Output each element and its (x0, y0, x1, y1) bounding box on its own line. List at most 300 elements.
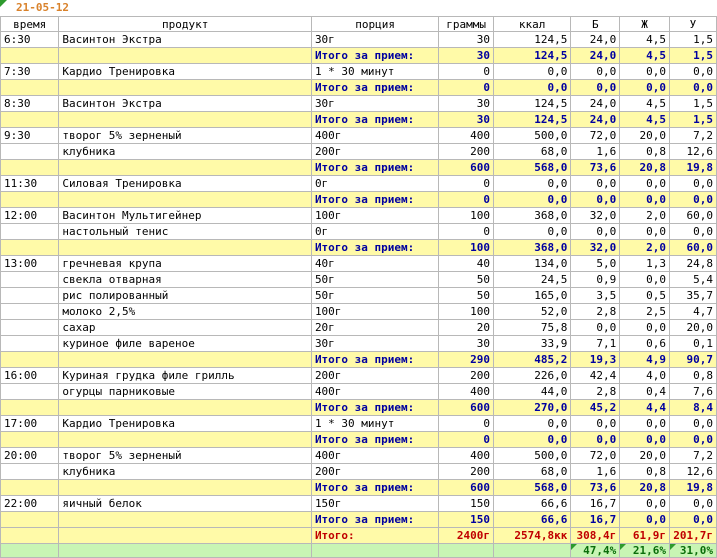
cell-fat[interactable]: 4,4 (620, 400, 670, 416)
cell-protein[interactable]: 0,0 (571, 192, 620, 208)
cell-carbs[interactable]: 0,0 (669, 176, 716, 192)
cell-carbs[interactable]: 0,0 (669, 80, 716, 96)
cell-grams[interactable]: 0 (439, 432, 494, 448)
cell-fat[interactable]: 0,8 (620, 144, 670, 160)
cell-empty[interactable] (1, 544, 59, 558)
cell-kcal[interactable]: 485,2 (493, 352, 570, 368)
cell-grams[interactable]: 100 (439, 304, 494, 320)
meal-total-row[interactable] (1, 400, 717, 416)
cell-product[interactable]: творог 5% зерненый (59, 448, 312, 464)
cell-portion[interactable]: 50г (311, 288, 438, 304)
cell-protein[interactable]: 73,6 (571, 160, 620, 176)
cell-fat[interactable]: 20,8 (620, 480, 670, 496)
col-header-grams[interactable]: граммы (439, 17, 494, 32)
cell-grams[interactable]: 150 (439, 496, 494, 512)
cell-protein[interactable]: 45,2 (571, 400, 620, 416)
cell-product[interactable]: сахар (59, 320, 312, 336)
cell-grams[interactable]: 30 (439, 96, 494, 112)
cell-time[interactable]: 20:00 (1, 448, 59, 464)
cell-portion[interactable]: 1 * 30 минут (311, 416, 438, 432)
cell-carbs[interactable]: 0,1 (669, 336, 716, 352)
cell-empty[interactable] (1, 432, 59, 448)
cell-grams[interactable]: 40 (439, 256, 494, 272)
cell-protein[interactable]: 16,7 (571, 496, 620, 512)
cell-product[interactable]: куриное филе вареное (59, 336, 312, 352)
cell-portion[interactable]: 40г (311, 256, 438, 272)
cell-fat[interactable]: 0,4 (620, 384, 670, 400)
cell-time[interactable] (1, 464, 59, 480)
cell-carbs[interactable]: 60,0 (669, 240, 716, 256)
cell-kcal[interactable]: 124,5 (493, 96, 570, 112)
cell-empty[interactable] (1, 528, 59, 544)
table-row[interactable] (1, 416, 717, 432)
cell-carbs[interactable]: 19,8 (669, 480, 716, 496)
cell-time[interactable] (1, 304, 59, 320)
cell-kcal[interactable]: 75,8 (493, 320, 570, 336)
cell-carbs[interactable]: 4,7 (669, 304, 716, 320)
cell-fat[interactable]: 0,0 (620, 272, 670, 288)
cell-kcal[interactable]: 68,0 (493, 144, 570, 160)
meal-total-row[interactable] (1, 160, 717, 176)
percent-row[interactable] (1, 544, 717, 558)
cell-protein[interactable]: 0,0 (571, 416, 620, 432)
cell-fat[interactable]: 20,0 (620, 448, 670, 464)
meal-total-label[interactable]: Итого за прием: (311, 432, 438, 448)
cell-carbs[interactable]: 5,4 (669, 272, 716, 288)
cell-carbs[interactable]: 1,5 (669, 48, 716, 64)
grand-total-protein[interactable]: 308,4г (571, 528, 620, 544)
cell-fat[interactable]: 2,0 (620, 240, 670, 256)
cell-grams[interactable]: 200 (439, 464, 494, 480)
cell-kcal[interactable]: 124,5 (493, 48, 570, 64)
col-header-product[interactable]: продукт (59, 17, 312, 32)
cell-kcal[interactable]: 0,0 (493, 432, 570, 448)
cell-portion[interactable]: 200г (311, 464, 438, 480)
cell-carbs[interactable]: 7,6 (669, 384, 716, 400)
table-row[interactable] (1, 304, 717, 320)
cell-protein[interactable]: 1,6 (571, 144, 620, 160)
meal-total-row[interactable] (1, 480, 717, 496)
cell-grams[interactable]: 600 (439, 160, 494, 176)
cell-grams[interactable]: 20 (439, 320, 494, 336)
cell-empty[interactable] (59, 544, 312, 558)
cell-empty[interactable] (59, 240, 312, 256)
cell-carbs[interactable]: 35,7 (669, 288, 716, 304)
cell-empty[interactable] (59, 80, 312, 96)
cell-empty[interactable] (1, 240, 59, 256)
cell-carbs[interactable]: 0,0 (669, 416, 716, 432)
percent-protein[interactable] (571, 544, 620, 558)
cell-carbs[interactable]: 7,2 (669, 448, 716, 464)
cell-empty[interactable] (59, 112, 312, 128)
cell-carbs[interactable]: 19,8 (669, 160, 716, 176)
table-row[interactable] (1, 176, 717, 192)
cell-grams[interactable]: 50 (439, 272, 494, 288)
cell-protein[interactable]: 24,0 (571, 32, 620, 48)
cell-carbs[interactable]: 20,0 (669, 320, 716, 336)
cell-carbs[interactable]: 0,0 (669, 192, 716, 208)
table-row[interactable] (1, 224, 717, 240)
cell-kcal[interactable]: 500,0 (493, 448, 570, 464)
cell-time[interactable]: 7:30 (1, 64, 59, 80)
cell-fat[interactable]: 4,9 (620, 352, 670, 368)
cell-portion[interactable]: 200г (311, 144, 438, 160)
cell-empty[interactable] (1, 192, 59, 208)
cell-kcal[interactable]: 0,0 (493, 416, 570, 432)
table-row[interactable] (1, 448, 717, 464)
cell-portion[interactable]: 20г (311, 320, 438, 336)
cell-portion[interactable]: 30г (311, 96, 438, 112)
cell-carbs[interactable]: 1,5 (669, 112, 716, 128)
grand-total-grams[interactable]: 2400г (439, 528, 494, 544)
meal-total-label[interactable]: Итого за прием: (311, 112, 438, 128)
col-header-kcal[interactable]: ккал (493, 17, 570, 32)
grand-total-label[interactable]: Итого: (311, 528, 438, 544)
cell-fat[interactable]: 4,5 (620, 48, 670, 64)
cell-empty[interactable] (59, 512, 312, 528)
cell-grams[interactable]: 0 (439, 192, 494, 208)
cell-time[interactable] (1, 288, 59, 304)
cell-grams[interactable]: 150 (439, 512, 494, 528)
cell-time[interactable] (1, 336, 59, 352)
table-row[interactable] (1, 64, 717, 80)
meal-total-row[interactable] (1, 512, 717, 528)
meal-total-label[interactable]: Итого за прием: (311, 80, 438, 96)
cell-product[interactable]: молоко 2,5% (59, 304, 312, 320)
cell-kcal[interactable]: 368,0 (493, 240, 570, 256)
cell-grams[interactable]: 100 (439, 240, 494, 256)
cell-portion[interactable]: 1 * 30 минут (311, 64, 438, 80)
cell-protein[interactable]: 19,3 (571, 352, 620, 368)
cell-time[interactable]: 22:00 (1, 496, 59, 512)
grand-total-carbs[interactable]: 201,7г (669, 528, 716, 544)
cell-fat[interactable]: 0,0 (620, 320, 670, 336)
cell-protein[interactable]: 32,0 (571, 240, 620, 256)
cell-grams[interactable]: 200 (439, 368, 494, 384)
cell-product[interactable]: Силовая Тренировка (59, 176, 312, 192)
cell-time[interactable] (1, 224, 59, 240)
cell-time[interactable]: 6:30 (1, 32, 59, 48)
col-header-portion[interactable]: порция (311, 17, 438, 32)
cell-fat[interactable]: 0,0 (620, 64, 670, 80)
cell-portion[interactable]: 150г (311, 496, 438, 512)
table-row[interactable] (1, 336, 717, 352)
cell-kcal[interactable]: 0,0 (493, 224, 570, 240)
grand-total-fat[interactable]: 61,9г (620, 528, 670, 544)
cell-grams[interactable]: 290 (439, 352, 494, 368)
grand-total-kcal[interactable]: 2574,8кк (493, 528, 570, 544)
cell-fat[interactable]: 0,8 (620, 464, 670, 480)
cell-product[interactable]: Куриная грудка филе грилль (59, 368, 312, 384)
cell-empty[interactable] (59, 528, 312, 544)
cell-empty[interactable] (311, 544, 438, 558)
cell-empty[interactable] (59, 160, 312, 176)
cell-fat[interactable]: 0,0 (620, 432, 670, 448)
cell-grams[interactable]: 600 (439, 480, 494, 496)
cell-portion[interactable]: 50г (311, 272, 438, 288)
cell-kcal[interactable]: 226,0 (493, 368, 570, 384)
table-row[interactable] (1, 144, 717, 160)
cell-fat[interactable]: 4,0 (620, 368, 670, 384)
meal-total-row[interactable] (1, 192, 717, 208)
table-row[interactable] (1, 384, 717, 400)
cell-product[interactable]: клубника (59, 464, 312, 480)
cell-grams[interactable]: 400 (439, 384, 494, 400)
cell-kcal[interactable]: 33,9 (493, 336, 570, 352)
cell-portion[interactable]: 0г (311, 176, 438, 192)
cell-product[interactable]: свекла отварная (59, 272, 312, 288)
cell-empty[interactable] (1, 352, 59, 368)
col-header-carbs[interactable]: У (669, 17, 716, 32)
cell-grams[interactable]: 30 (439, 336, 494, 352)
cell-fat[interactable]: 20,0 (620, 128, 670, 144)
cell-carbs[interactable]: 0,0 (669, 512, 716, 528)
cell-carbs[interactable]: 0,0 (669, 64, 716, 80)
meal-total-label[interactable]: Итого за прием: (311, 512, 438, 528)
cell-kcal[interactable]: 270,0 (493, 400, 570, 416)
cell-fat[interactable]: 2,0 (620, 208, 670, 224)
cell-protein[interactable]: 0,0 (571, 176, 620, 192)
cell-carbs[interactable]: 0,0 (669, 496, 716, 512)
meal-total-row[interactable] (1, 240, 717, 256)
table-row[interactable] (1, 496, 717, 512)
cell-product[interactable]: Кардио Тренировка (59, 64, 312, 80)
cell-carbs[interactable]: 24,8 (669, 256, 716, 272)
cell-grams[interactable]: 0 (439, 416, 494, 432)
cell-protein[interactable]: 24,0 (571, 48, 620, 64)
meal-total-label[interactable]: Итого за прием: (311, 352, 438, 368)
cell-kcal[interactable]: 0,0 (493, 192, 570, 208)
cell-fat[interactable]: 4,5 (620, 112, 670, 128)
cell-protein[interactable]: 24,0 (571, 96, 620, 112)
cell-fat[interactable]: 0,0 (620, 192, 670, 208)
grand-total-row[interactable] (1, 528, 717, 544)
cell-empty[interactable] (59, 192, 312, 208)
cell-time[interactable] (1, 272, 59, 288)
cell-grams[interactable]: 400 (439, 128, 494, 144)
table-row[interactable] (1, 368, 717, 384)
cell-protein[interactable]: 0,0 (571, 80, 620, 96)
cell-empty[interactable] (1, 400, 59, 416)
cell-carbs[interactable]: 0,8 (669, 368, 716, 384)
cell-grams[interactable]: 100 (439, 208, 494, 224)
cell-kcal[interactable]: 568,0 (493, 160, 570, 176)
cell-time[interactable] (1, 144, 59, 160)
cell-kcal[interactable]: 568,0 (493, 480, 570, 496)
cell-kcal[interactable]: 124,5 (493, 112, 570, 128)
cell-portion[interactable]: 0г (311, 224, 438, 240)
meal-total-label[interactable]: Итого за прием: (311, 240, 438, 256)
cell-kcal[interactable]: 134,0 (493, 256, 570, 272)
cell-protein[interactable]: 3,5 (571, 288, 620, 304)
cell-empty[interactable] (1, 480, 59, 496)
cell-product[interactable]: рис полированный (59, 288, 312, 304)
cell-grams[interactable]: 0 (439, 176, 494, 192)
cell-kcal[interactable]: 0,0 (493, 176, 570, 192)
cell-kcal[interactable]: 124,5 (493, 32, 570, 48)
cell-protein[interactable]: 0,0 (571, 64, 620, 80)
cell-empty[interactable] (59, 352, 312, 368)
cell-empty[interactable] (59, 432, 312, 448)
meal-total-label[interactable]: Итого за прием: (311, 48, 438, 64)
meal-total-label[interactable]: Итого за прием: (311, 160, 438, 176)
cell-product[interactable]: Васинтон Экстра (59, 32, 312, 48)
cell-product[interactable]: Васинтон Мультигейнер (59, 208, 312, 224)
cell-grams[interactable]: 30 (439, 32, 494, 48)
col-header-protein[interactable]: Б (571, 17, 620, 32)
meal-total-row[interactable] (1, 80, 717, 96)
cell-carbs[interactable]: 90,7 (669, 352, 716, 368)
cell-kcal[interactable]: 66,6 (493, 512, 570, 528)
cell-kcal[interactable]: 66,6 (493, 496, 570, 512)
cell-product[interactable]: яичный белок (59, 496, 312, 512)
cell-protein[interactable]: 2,8 (571, 384, 620, 400)
cell-empty[interactable] (59, 400, 312, 416)
cell-kcal[interactable]: 24,5 (493, 272, 570, 288)
cell-empty[interactable] (1, 80, 59, 96)
cell-grams[interactable]: 0 (439, 64, 494, 80)
cell-time[interactable]: 11:30 (1, 176, 59, 192)
cell-protein[interactable]: 0,0 (571, 224, 620, 240)
col-header-time[interactable]: время (1, 17, 59, 32)
cell-protein[interactable]: 72,0 (571, 128, 620, 144)
cell-portion[interactable]: 400г (311, 448, 438, 464)
cell-carbs[interactable]: 1,5 (669, 32, 716, 48)
cell-grams[interactable]: 600 (439, 400, 494, 416)
cell-portion[interactable]: 100г (311, 208, 438, 224)
table-row[interactable] (1, 320, 717, 336)
cell-product[interactable]: огурцы парниковые (59, 384, 312, 400)
meal-total-row[interactable] (1, 48, 717, 64)
cell-empty[interactable] (1, 48, 59, 64)
cell-protein[interactable]: 73,6 (571, 480, 620, 496)
table-row[interactable] (1, 32, 717, 48)
cell-portion[interactable]: 30г (311, 336, 438, 352)
cell-product[interactable]: творог 5% зерненый (59, 128, 312, 144)
cell-empty[interactable] (1, 512, 59, 528)
cell-protein[interactable]: 0,0 (571, 432, 620, 448)
cell-product[interactable]: клубника (59, 144, 312, 160)
cell-empty[interactable] (1, 112, 59, 128)
cell-portion[interactable]: 200г (311, 368, 438, 384)
col-header-fat[interactable]: Ж (620, 17, 670, 32)
meal-total-row[interactable] (1, 352, 717, 368)
percent-carbs[interactable] (669, 544, 716, 558)
cell-fat[interactable]: 0,0 (620, 416, 670, 432)
cell-kcal[interactable]: 52,0 (493, 304, 570, 320)
cell-protein[interactable]: 2,8 (571, 304, 620, 320)
cell-grams[interactable]: 200 (439, 144, 494, 160)
cell-grams[interactable]: 50 (439, 288, 494, 304)
meal-total-label[interactable]: Итого за прием: (311, 192, 438, 208)
meal-total-label[interactable]: Итого за прием: (311, 480, 438, 496)
cell-carbs[interactable]: 8,4 (669, 400, 716, 416)
table-row[interactable] (1, 272, 717, 288)
table-row[interactable] (1, 96, 717, 112)
cell-empty[interactable] (59, 480, 312, 496)
cell-protein[interactable]: 1,6 (571, 464, 620, 480)
cell-empty[interactable] (1, 160, 59, 176)
cell-fat[interactable]: 20,8 (620, 160, 670, 176)
cell-kcal[interactable]: 44,0 (493, 384, 570, 400)
cell-kcal[interactable]: 0,0 (493, 64, 570, 80)
cell-product[interactable]: настольный тенис (59, 224, 312, 240)
cell-grams[interactable]: 30 (439, 112, 494, 128)
cell-carbs[interactable]: 12,6 (669, 144, 716, 160)
cell-time[interactable]: 9:30 (1, 128, 59, 144)
cell-time[interactable]: 13:00 (1, 256, 59, 272)
cell-time[interactable] (1, 384, 59, 400)
cell-fat[interactable]: 0,0 (620, 80, 670, 96)
cell-protein[interactable]: 24,0 (571, 112, 620, 128)
cell-carbs[interactable]: 60,0 (669, 208, 716, 224)
cell-kcal[interactable]: 0,0 (493, 80, 570, 96)
cell-fat[interactable]: 0,0 (620, 176, 670, 192)
cell-kcal[interactable]: 68,0 (493, 464, 570, 480)
cell-grams[interactable]: 0 (439, 80, 494, 96)
cell-grams[interactable]: 400 (439, 448, 494, 464)
cell-portion[interactable]: 30г (311, 32, 438, 48)
percent-fat[interactable] (620, 544, 670, 558)
cell-protein[interactable]: 0,0 (571, 320, 620, 336)
table-row[interactable] (1, 288, 717, 304)
cell-time[interactable]: 16:00 (1, 368, 59, 384)
cell-time[interactable]: 17:00 (1, 416, 59, 432)
cell-product[interactable]: гречневая крупа (59, 256, 312, 272)
cell-time[interactable]: 8:30 (1, 96, 59, 112)
cell-kcal[interactable]: 165,0 (493, 288, 570, 304)
table-row[interactable] (1, 128, 717, 144)
cell-fat[interactable]: 0,0 (620, 496, 670, 512)
cell-protein[interactable]: 7,1 (571, 336, 620, 352)
cell-time[interactable] (1, 320, 59, 336)
cell-protein[interactable]: 72,0 (571, 448, 620, 464)
table-row[interactable] (1, 256, 717, 272)
table-row[interactable] (1, 464, 717, 480)
cell-carbs[interactable]: 0,0 (669, 224, 716, 240)
cell-fat[interactable]: 1,3 (620, 256, 670, 272)
cell-kcal[interactable]: 368,0 (493, 208, 570, 224)
cell-portion[interactable]: 400г (311, 128, 438, 144)
cell-protein[interactable]: 0,9 (571, 272, 620, 288)
cell-empty[interactable] (59, 48, 312, 64)
cell-fat[interactable]: 2,5 (620, 304, 670, 320)
cell-fat[interactable]: 4,5 (620, 96, 670, 112)
table-row[interactable] (1, 208, 717, 224)
cell-empty[interactable] (493, 544, 570, 558)
cell-time[interactable]: 12:00 (1, 208, 59, 224)
cell-carbs[interactable]: 12,6 (669, 464, 716, 480)
cell-grams[interactable]: 30 (439, 48, 494, 64)
cell-fat[interactable]: 0,6 (620, 336, 670, 352)
cell-grams[interactable]: 0 (439, 224, 494, 240)
cell-product[interactable]: Кардио Тренировка (59, 416, 312, 432)
cell-protein[interactable]: 42,4 (571, 368, 620, 384)
cell-portion[interactable]: 400г (311, 384, 438, 400)
cell-carbs[interactable]: 0,0 (669, 432, 716, 448)
cell-portion[interactable]: 100г (311, 304, 438, 320)
cell-fat[interactable]: 0,0 (620, 224, 670, 240)
cell-carbs[interactable]: 1,5 (669, 96, 716, 112)
meal-total-row[interactable] (1, 432, 717, 448)
cell-kcal[interactable]: 500,0 (493, 128, 570, 144)
cell-fat[interactable]: 0,5 (620, 288, 670, 304)
cell-empty[interactable] (439, 544, 494, 558)
cell-protein[interactable]: 16,7 (571, 512, 620, 528)
meal-total-row[interactable] (1, 112, 717, 128)
meal-total-label[interactable]: Итого за прием: (311, 400, 438, 416)
cell-protein[interactable]: 5,0 (571, 256, 620, 272)
